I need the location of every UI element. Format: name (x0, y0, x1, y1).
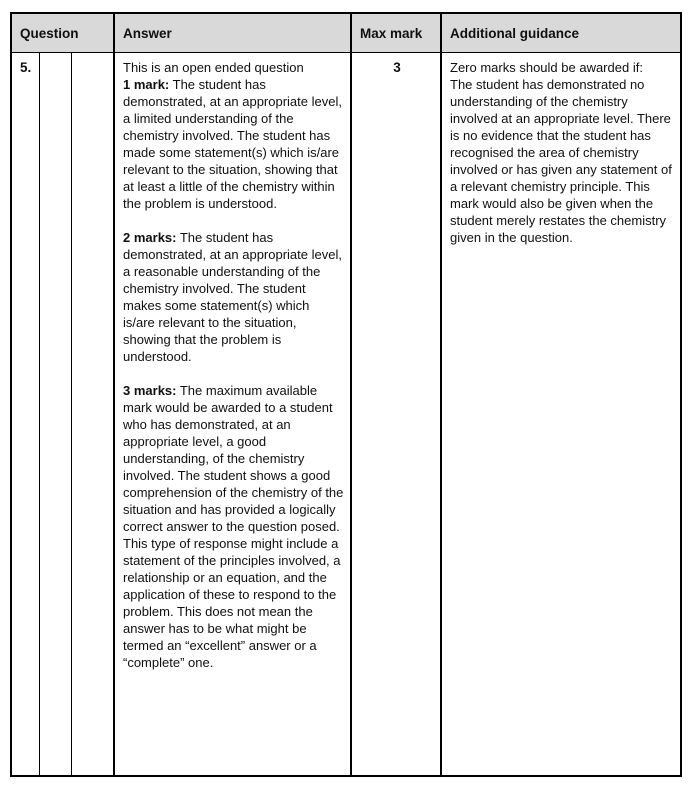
question-subcell-2 (71, 53, 114, 776)
answer-paragraph-1-mark (123, 76, 344, 212)
guidance-intro: Zero marks should be awarded if: (450, 60, 643, 75)
mark-scheme-table (10, 12, 682, 777)
header-answer: Answer (114, 13, 351, 53)
mark-level-label: 1 mark: (123, 77, 170, 92)
guidance-body: The student has demonstrated no understanding of the chemistry involved at an appropriate level. There is no evidence that the student has recognised the area of chemistry involved or has given any statement of a relevant chemistry principle. This mark would also be given when the student merely restates the chemistry given in the question. (450, 77, 672, 245)
answer-paragraph-3-marks (123, 382, 344, 671)
mark-level-text: The student has demonstrated, at an appropriate level, a limited understanding of the chemistry involved. The student has made some statement(s) which is/are relevant to the situation, showing that at least a little of the chemistry within the problem is understood. (123, 77, 342, 211)
question-subcell-1 (39, 53, 71, 776)
mark-level-label: 2 marks: (123, 230, 177, 245)
question-number-cell: 5. (11, 53, 39, 776)
header-question: Question (11, 13, 114, 53)
header-row (11, 13, 681, 53)
answer-cell (114, 53, 351, 776)
guidance-cell (441, 53, 681, 776)
max-mark-cell: 3 (351, 53, 441, 776)
table-row (11, 53, 681, 776)
answer-intro: This is an open ended question (123, 60, 304, 75)
answer-paragraph-2-marks (123, 229, 344, 365)
header-max-mark: Max mark (351, 13, 441, 53)
mark-level-text: The student has demonstrated, at an appropriate level, a reasonable understanding of the chemistry involved. The student makes some statement(s) which is/are relevant to the situation, showing that the problem is understood. (123, 230, 342, 364)
mark-level-text: The maximum available mark would be awarded to a student who has demonstrated, at an appropriate level, a good understanding, of the chemistry involved. The student shows a good comprehension of the chemistry of the situation and has provided a logically correct answer to the question posed. This type of response might include a statement of the principles involved, a relationship or an equation, and the application of these to respond to the problem. This does not mean the answer has to be what might be termed an “excellent” answer or a “complete” one. (123, 383, 344, 670)
header-additional-guidance: Additional guidance (441, 13, 681, 53)
mark-level-label: 3 marks: (123, 383, 177, 398)
